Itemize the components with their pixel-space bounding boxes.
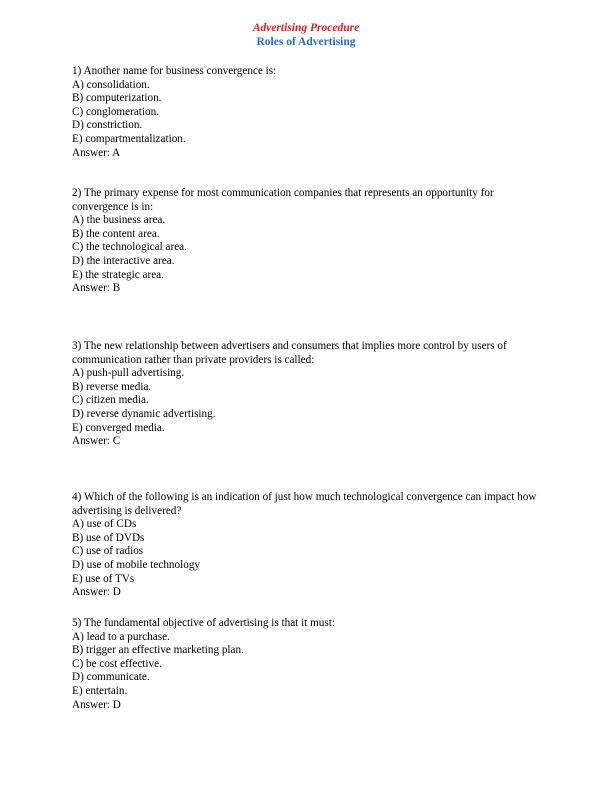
answer-key: Answer: D (72, 698, 121, 711)
answer-option: E) converged media. (72, 421, 165, 434)
answer-option: A) the business area. (72, 214, 166, 227)
answer-option: E) compartmentalization. (72, 132, 186, 145)
answer-option: B) trigger an effective marketing plan. (72, 644, 244, 657)
document-title: Advertising Procedure (252, 22, 360, 34)
answer-option: C) be cost effective. (72, 657, 162, 670)
answer-option: D) the interactive area. (72, 254, 175, 267)
answer-option: B) use of DVDs (72, 531, 145, 544)
answer-key: Answer: C (72, 435, 121, 448)
question-block (72, 617, 544, 712)
answer-option: A) lead to a purchase. (72, 630, 170, 643)
answer-key: Answer: A (72, 146, 121, 159)
document-subtitle: Roles of Advertising (256, 36, 356, 48)
answer-option: D) constriction. (72, 119, 143, 132)
question-block (72, 340, 544, 449)
question-text: 3) The new relationship between advertisers and consumers that implies more control by users of communication rather than private providers is called: (72, 340, 507, 366)
question-text: 5) The fundamental objective of advertising is that it must: (72, 617, 335, 629)
answer-option: D) communicate. (72, 671, 150, 684)
answer-key: Answer: D (72, 586, 121, 599)
answer-option: C) use of radios (72, 545, 144, 558)
answer-option: E) the strategic area. (72, 268, 164, 281)
answer-option: C) conglomeration. (72, 105, 159, 118)
question-text: 2) The primary expense for most communication companies that represents an opportunity for convergence is in: (72, 187, 494, 213)
answer-option: A) consolidation. (72, 78, 150, 91)
answer-option: A) push-pull advertising. (72, 367, 185, 380)
answer-key: Answer: B (72, 282, 121, 295)
question-text: 4) Which of the following is an indication of just how much technological convergence can impact how advertising is delivered? (72, 491, 537, 517)
answer-option: B) reverse media. (72, 380, 152, 393)
question-text: 1) Another name for business convergence is: (72, 65, 277, 77)
answer-option: C) the technological area. (72, 241, 187, 254)
answer-option: A) use of CDs (72, 518, 137, 531)
answer-option: E) entertain. (72, 684, 128, 697)
answer-option: C) citizen media. (72, 394, 149, 407)
answer-option: D) reverse dynamic advertising. (72, 407, 216, 420)
answer-option: B) the content area. (72, 227, 160, 240)
answer-option: B) computerization. (72, 92, 162, 105)
question-block (72, 491, 544, 600)
answer-option: D) use of mobile technology (72, 558, 201, 571)
question-block (72, 65, 544, 160)
question-block (72, 187, 544, 296)
answer-option: E) use of TVs (72, 572, 135, 585)
